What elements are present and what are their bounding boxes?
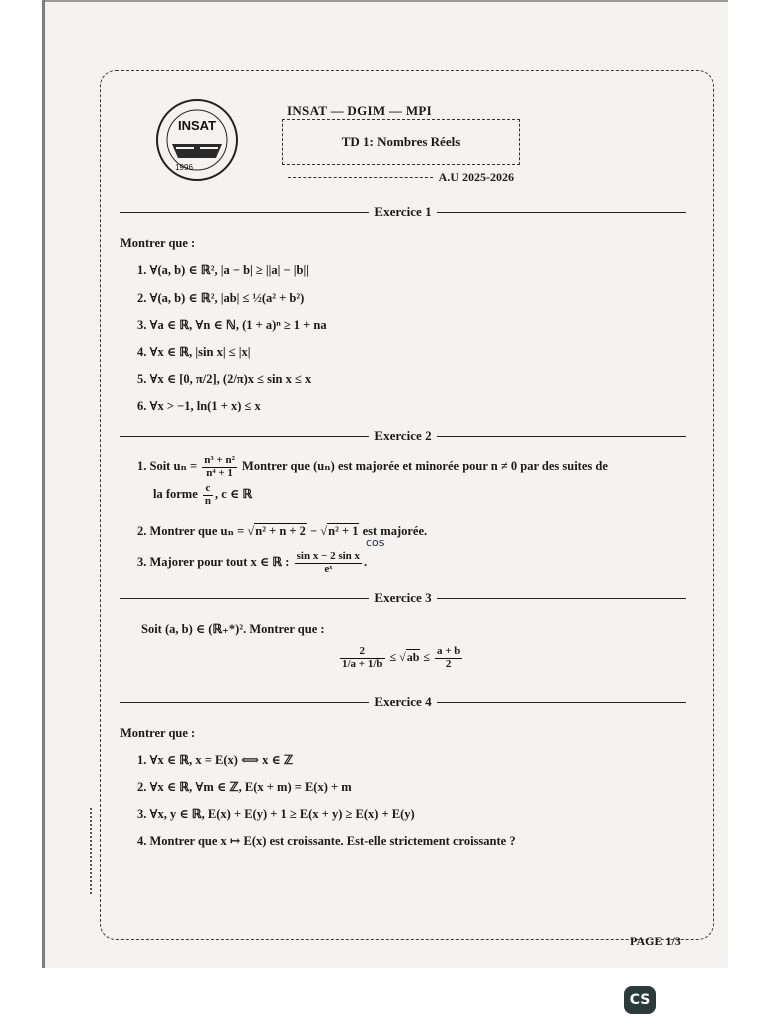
academic-year: A.U 2025-2026 bbox=[438, 170, 514, 184]
exercise4-separator bbox=[120, 694, 686, 710]
ex4-item-2: 2. ∀x ∈ ℝ, ∀m ∈ ℤ, E(x + m) = E(x) + m bbox=[137, 780, 352, 794]
ex4-item-4: 4. Montrer que x ↦ E(x) est croissante. Est-elle strictement croissante ? bbox=[137, 834, 516, 848]
scan-left-edge bbox=[42, 0, 45, 968]
document-title-box bbox=[282, 119, 520, 165]
ex1-item-6: 6. ∀x > −1, ln(1 + x) ≤ x bbox=[137, 399, 261, 413]
margin-dotted-note bbox=[90, 808, 100, 894]
logo-year: 1996 bbox=[175, 163, 193, 172]
ex3-inequality: $\frac{2}{1/a + 1/b}$ ≤ √ab ≤ $\frac{a + b}{2}$ bbox=[342, 645, 461, 670]
ex4-item-3: 3. ∀x, y ∈ ℝ, E(x) + E(y) + 1 ≥ E(x + y) ≥ E(x) + E(y) bbox=[137, 807, 415, 821]
ex4-item-1: 1. ∀x ∈ ℝ, x = E(x) ⟺ x ∈ ℤ bbox=[137, 753, 294, 767]
academic-year-line bbox=[288, 170, 514, 185]
sqrt-expr-1: n² + n + 2 bbox=[255, 524, 306, 538]
ex2-u-denominator: n⁴ + 1 bbox=[206, 466, 233, 479]
ex2-item-1-continued: la forme $\frac{c}{n}$ , c ∈ ℝ bbox=[153, 482, 253, 507]
ex1-item-4: 4. ∀x ∈ ℝ, |sin x| ≤ |x| bbox=[137, 345, 251, 359]
ex1-item-5: 5. ∀x ∈ [0, π/2], (2/π)x ≤ sin x ≤ x bbox=[137, 372, 312, 386]
page-number: PAGE 1/3 bbox=[630, 934, 681, 948]
ex2-item-1: 1. Soit uₙ = $\frac{\text{n³ + n²}}{\text{n⁴ + 1}}$ Montrer que (uₙ) est majorée et minorée pour n ≠ 0 par des suites de bbox=[137, 454, 608, 479]
ex1-item-1: 1. ∀(a, b) ∈ ℝ², |a − b| ≥ ||a| − |b|| bbox=[137, 263, 309, 277]
ex1-item-2: 2. ∀(a, b) ∈ ℝ², |ab| ≤ ½(a² + b²) bbox=[137, 291, 305, 305]
exercise1-heading: Exercice 1 bbox=[374, 204, 432, 219]
ex2-majorer-denominator: eˣ bbox=[324, 562, 333, 575]
exercise4-heading: Exercice 4 bbox=[374, 694, 432, 709]
exercise3-heading: Exercice 3 bbox=[374, 590, 432, 605]
institutions-line: INSAT — DGIM — MPI bbox=[287, 103, 433, 118]
ex2-majorer-numerator: sin x − 2 sin x bbox=[296, 550, 361, 562]
sqrt-expr-2: n² + 1 bbox=[328, 524, 359, 538]
ex2-item-2: 2. Montrer que uₙ = √n² + n + 2 − √n² + 1 est majorée. bbox=[137, 524, 428, 538]
exercise3-statement: Soit (a, b) ∈ (ℝ₊*)². Montrer que : bbox=[141, 622, 325, 636]
exercise4-intro: Montrer que : bbox=[120, 726, 196, 740]
exercise2-separator bbox=[120, 428, 686, 444]
exercise3-separator bbox=[120, 590, 686, 606]
logo-text: INSAT bbox=[177, 118, 217, 133]
ex1-item-3: 3. ∀a ∈ ℝ, ∀n ∈ ℕ, (1 + a)ⁿ ≥ 1 + na bbox=[137, 318, 327, 332]
document-title: TD 1: Nombres Réels bbox=[341, 134, 461, 149]
insat-logo bbox=[154, 96, 240, 184]
exercise1-intro: Montrer que : bbox=[120, 236, 196, 250]
exercise2-heading: Exercice 2 bbox=[374, 428, 432, 443]
exercise1-separator bbox=[120, 204, 686, 220]
camscanner-badge-icon: CS bbox=[624, 986, 656, 1014]
ex2-u-numerator: n³ + n² bbox=[204, 454, 235, 466]
handwritten-correction: cos bbox=[366, 536, 385, 549]
ex2-item-3: 3. Majorer pour tout x ∈ ℝ : $\frac{\text{sin x − 2 sin x}}{\text{eˣ}}$ . bbox=[137, 550, 368, 575]
